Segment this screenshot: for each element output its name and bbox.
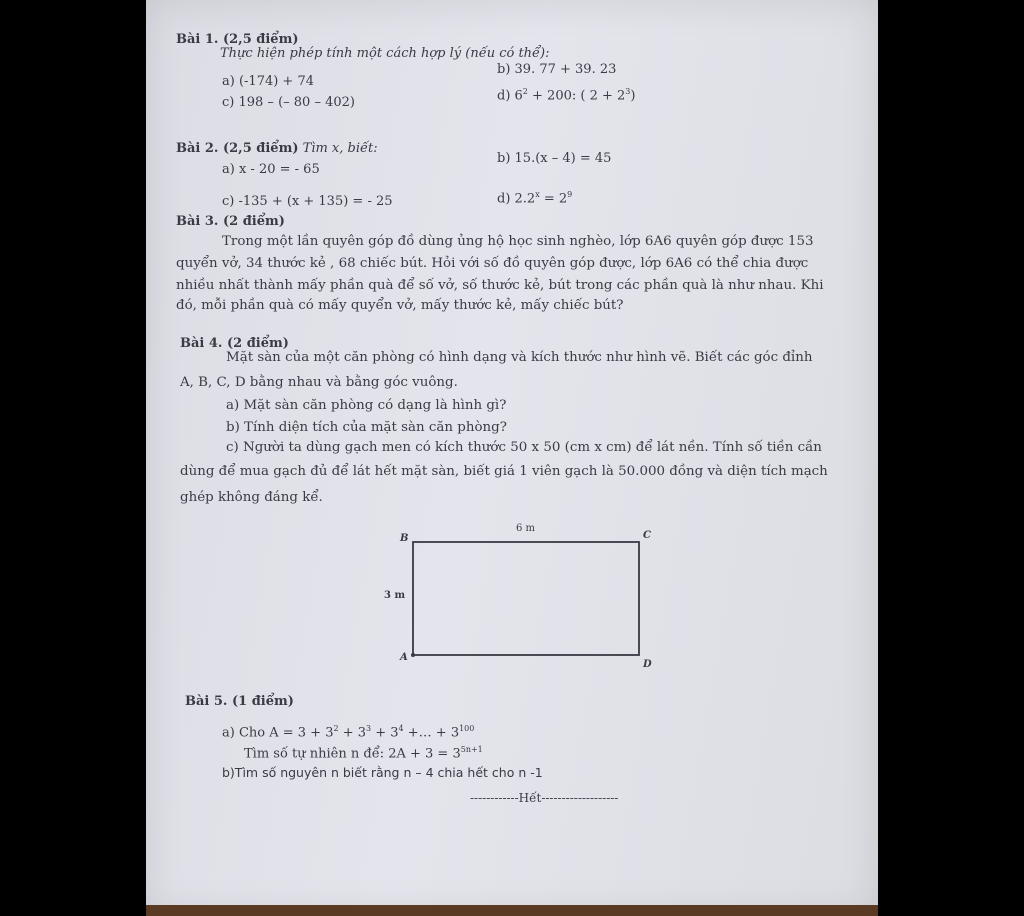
vertex-a-dot [411, 653, 415, 657]
bai4-c1: c) Người ta dùng gạch men có kích thước 50 x 50 (cm x cm) để lát nền. Tính số tiền cần [226, 440, 822, 455]
length-top: 6 m [516, 523, 536, 534]
end-marker: ------------Hết------------------- [470, 791, 619, 805]
bai1-b: b) 39. 77 + 39. 23 [497, 62, 617, 77]
bai1-intro: Thực hiện phép tính một cách hợp lý (nếu có thể): [220, 46, 550, 61]
rectangle-figure [380, 520, 680, 680]
label-a: A [400, 652, 408, 663]
bai3-line1: Trong một lần quyên góp đồ dùng ủng hộ học sinh nghèo, lớp 6A6 quyên góp được 153 [222, 234, 814, 249]
bai3-line3: nhiều nhất thành mấy phần quà để số vở, số thước kẻ, bút trong các phần quà là như nhau. Khi [176, 278, 824, 293]
length-side: 3 m [384, 590, 406, 601]
bai2-d: d) $2.2^x = 2^9$ [497, 190, 573, 207]
bai4-b: b) Tính diện tích của mặt sàn căn phòng? [226, 420, 507, 435]
desk-edge [146, 905, 878, 916]
bai3-line4: đó, mỗi phần quà có mấy quyển vở, mấy thước kẻ, mấy chiếc bút? [176, 298, 624, 313]
bai3-title: Bài 3. (2 điểm) [176, 214, 285, 229]
bai4-title: Bài 4. (2 điểm) [180, 336, 289, 351]
bai1-title: Bài 1. (2,5 điểm) [176, 32, 299, 47]
label-d: D [643, 659, 652, 670]
bai1-d: d) $6^2 + 200$: ( $2 + 2^3$) [497, 87, 636, 104]
floor-rectangle [413, 542, 639, 655]
bai1-a: a) (-174) + 74 [222, 74, 315, 89]
bai5-title: Bài 5. (1 điểm) [185, 694, 294, 709]
label-b: B [400, 533, 409, 544]
bai4-c3: ghép không đáng kể. [180, 490, 323, 505]
bai4-c2: dùng để mua gạch đủ để lát hết mặt sàn, biết giá 1 viên gạch là 50.000 đồng và diện tích mạch [180, 464, 828, 479]
bai4-line1: Mặt sàn của một căn phòng có hình dạng và kích thước như hình vẽ. Biết các góc đỉnh [226, 350, 813, 365]
bai1-c: c) 198 – (– 80 – 402) [222, 95, 355, 110]
bai3-line2: quyển vở, 34 thước kẻ , 68 chiếc bút. Hỏi với số đồ quyên góp được, lớp 6A6 có thể chia được [176, 256, 809, 271]
bai5-b: b)Tìm số nguyên n biết rằng n – 4 chia hết cho n -1 [222, 765, 543, 780]
bai2-heading: Bài 2. (2,5 điểm) Tìm x, biết: [176, 141, 378, 156]
bai5-a2: Tìm số tự nhiên n để: $2A + 3 = 3^{5n+1}$ [244, 745, 483, 762]
label-c: C [643, 530, 651, 541]
bai2-b: b) 15.(x – 4) = 45 [497, 151, 612, 166]
bai5-a: a) Cho $A = 3 + 3^2 + 3^3 + 3^4$ +… + $3^{100}$ [222, 724, 475, 741]
bai2-c: c) -135 + (x + 135) = - 25 [222, 194, 393, 209]
bai2-a: a) x - 20 = - 65 [222, 162, 320, 177]
bai4-a: a) Mặt sàn căn phòng có dạng là hình gì? [226, 398, 507, 413]
bai4-line2: A, B, C, D bằng nhau và bằng góc vuông. [180, 375, 458, 390]
